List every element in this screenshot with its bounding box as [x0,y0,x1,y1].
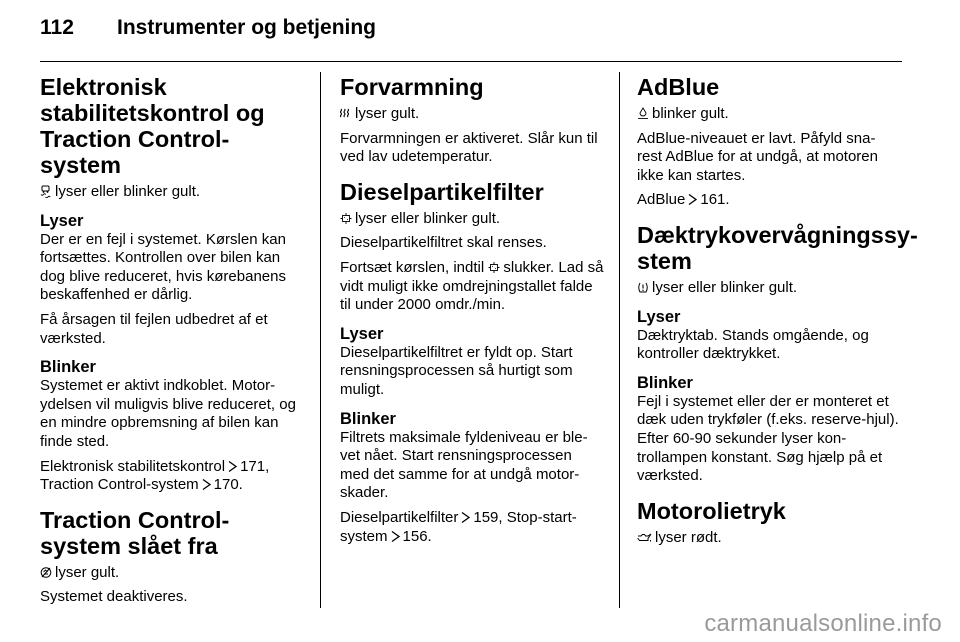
lyser-heading: Lyser [40,211,84,230]
watermark: carmanualsonline.info [704,610,942,637]
particle-filter-icon [340,212,352,225]
blinker-heading: Blinker [40,358,96,377]
page-number: 112 [40,16,74,39]
tc-off-heading: Traction Control-system slået fra [40,506,230,559]
column-divider-1 [320,72,321,608]
dpf-text-2b: slukker. Lad så vidt muligt ikke omdrejningstallet falde til under 2000 omdr./min. [340,258,604,314]
glow-plug-icon [340,107,352,120]
tire-pressure-icon [637,281,649,294]
esc-status: lyser eller blinker gult. [55,183,201,200]
blinker-text: Systemet er aktivt indkoblet. Motor-ydelsen vil muligvis blive reduceret, og en mindre opbremsning af bilen kan finde sted. [40,377,296,450]
column-3 [637,74,918,553]
dpf-status: lyser eller blinker gult. [355,209,501,227]
adblue-text: AdBlue-niveauet er lavt. Påfyld sna-rest AdBlue for at undgå, at motoren ikke kan startes. [637,129,878,184]
page-ref-arrow-icon [390,530,401,543]
adblue-icon [637,107,649,120]
tpms-status: lyser eller blinker gult. [652,278,798,296]
esc-ref-page[interactable]: 171, [240,457,270,475]
particle-filter-icon [488,261,500,274]
lyser-text: Dæktryktab. Stands omgående, og kontroller dæktrykket. [637,326,869,363]
adblue-ref-text: AdBlue [637,191,686,209]
esc-heading: Elektronisk stabilitetskontrol og Traction Control-system [40,74,265,178]
lyser-text: Dieselpartikelfiltret er fyldt op. Start rensningsprocessen så hurtigt som muligt. [340,343,573,398]
tc-off-text: Systemet deaktiveres. [40,588,188,606]
preheat-heading: Forvarmning [340,74,484,100]
page-ref-arrow-icon [460,511,471,524]
preheat-text: Forvarmningen er aktiveret. Slår kun til ved lav udetemperatur. [340,129,598,166]
oil-pressure-heading: Motorolietryk [637,497,786,524]
skidding-car-icon [40,185,52,198]
lyser-heading: Lyser [340,324,384,343]
page-ref-arrow-icon [201,478,212,491]
column-divider-2 [619,72,620,608]
adblue-heading: AdBlue [637,74,720,100]
adblue-ref-page[interactable]: 161. [700,191,730,209]
dpf-ref-text: Dieselpartikelfilter [340,508,459,526]
traction-off-icon [40,566,52,579]
dpf-ref-page[interactable]: 159, [473,508,503,526]
blinker-heading: Blinker [637,373,693,392]
lyser-text-2: Få årsagen til fejlen udbedret af et værksted. [40,310,268,347]
esc-ref-text: Elektronisk stabilitetskontrol [40,457,226,475]
tc-ref-text: Traction Control-system [40,476,199,494]
page-ref-arrow-icon [687,193,698,206]
blinker-heading: Blinker [340,409,396,428]
column-1 [40,74,308,613]
blinker-text: Fejl i systemet eller der er monteret et dæk uden trykføler (f.eks. reserve-hjul). Efter 60-90 sekunder lyser kon-trollampen konstant. Søg hjælp på et værksted. [637,392,899,485]
dpf-text-2a: Fortsæt kørslen, indtil [340,258,485,276]
tc-ref-page[interactable]: 170. [213,476,243,494]
adblue-status: blinker gult. [652,105,729,122]
tc-off-status: lyser gult. [55,563,120,581]
running-title: Instrumenter og betjening [117,16,377,39]
page-ref-arrow-icon [227,460,238,473]
dpf-text-1: Dieselpartikelfiltret skal renses. [340,234,547,252]
lyser-text: Der er en fejl i systemet. Kørslen kan fortsættes. Kontrollen over bilen kan dog blive reduceret, hvis kørebanens beskaffenhed er dårlig. [40,230,286,304]
lyser-heading: Lyser [637,307,681,326]
header-rule [40,61,902,62]
column-2 [340,74,605,552]
dpf-heading: Dieselpartikelfilter [340,178,544,205]
oil-can-icon [637,531,652,544]
oil-pressure-status: lyser rødt. [655,528,722,546]
tpms-heading: Dæktrykovervågningssy-stem [637,221,918,274]
stop-start-ref-text: Stop-start-system [340,508,577,545]
preheat-status: lyser gult. [355,105,420,122]
blinker-text: Filtrets maksimale fyldeniveau er ble-vet nået. Start rensningsprocessen med det samme for at undgå motor-skader. [340,428,588,502]
stop-start-ref-page[interactable]: 156. [402,527,432,545]
